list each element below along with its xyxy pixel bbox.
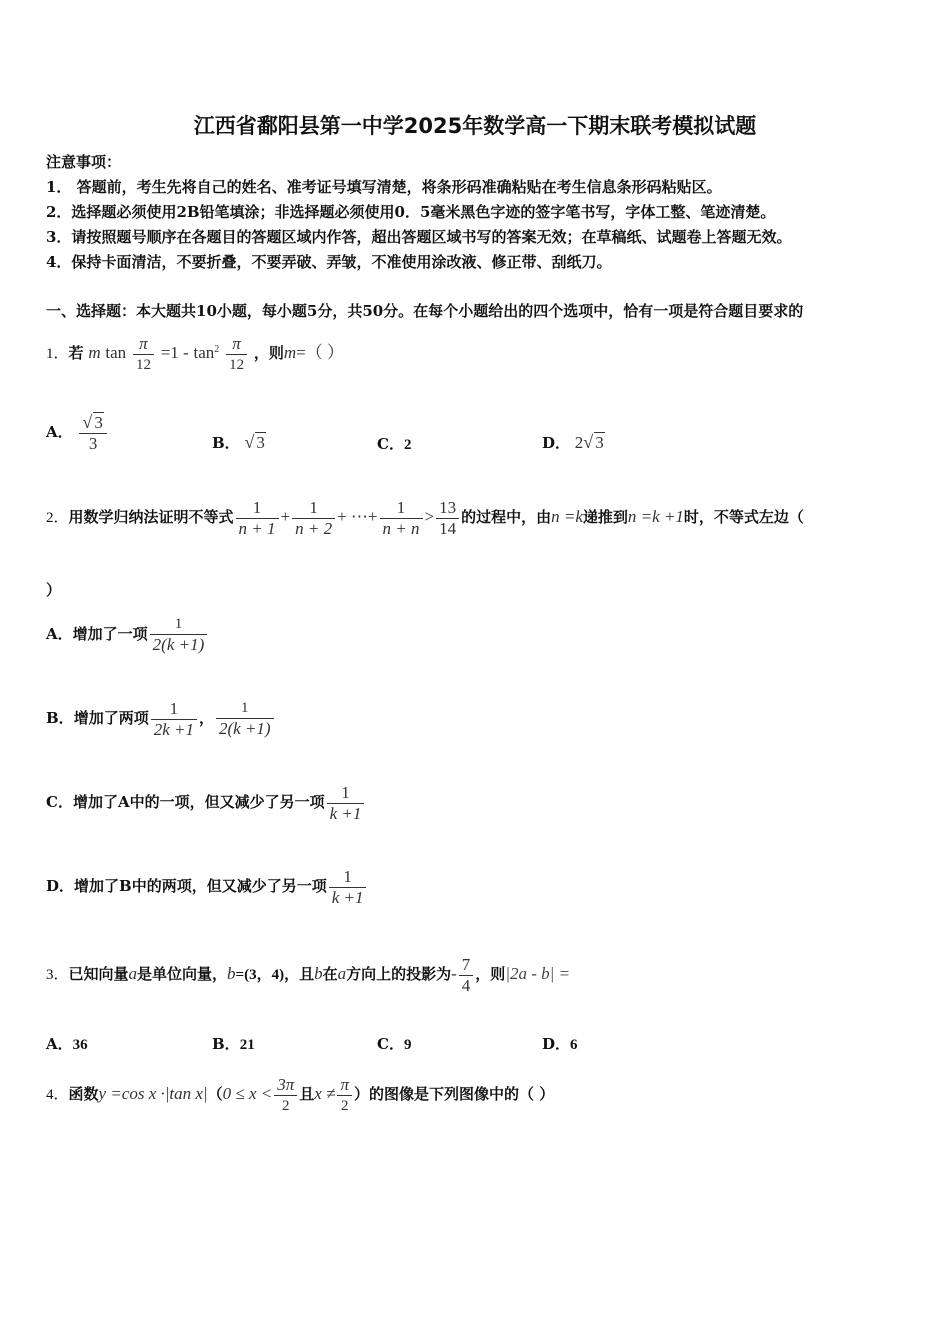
vector-a-2: a bbox=[337, 964, 347, 983]
question-number: 4． bbox=[46, 1087, 69, 1103]
fraction-c: $\frac{1}{k +1}$ bbox=[327, 783, 365, 824]
fraction-3pi-2 bbox=[274, 1075, 297, 1116]
question-number: 1． bbox=[46, 346, 69, 362]
q3-option-b bbox=[212, 1034, 255, 1055]
option-text: 增加了B中的两项，但又减少了另一项 bbox=[74, 877, 327, 895]
notice-item-4: 4．保持卡面清洁，不要折叠，不要弄破、弄皱，不准使用涂改液、修正带、刮纸刀。 bbox=[46, 253, 612, 271]
fraction-13-14 bbox=[436, 498, 459, 539]
option-label: D． bbox=[46, 877, 75, 895]
q3-t2: =(3，4)，且 bbox=[235, 967, 315, 983]
frac-num: 1 bbox=[396, 497, 406, 517]
frac-num: π bbox=[139, 333, 148, 353]
q3-pre: 已知向量 bbox=[68, 965, 129, 983]
negative-sign: - bbox=[451, 964, 457, 983]
page-title: 江西省鄱阳县第一中学2025年数学高一下期末联考模拟试题 bbox=[193, 114, 757, 138]
radicand: 3 bbox=[94, 413, 103, 432]
frac-num: 3π bbox=[277, 1074, 295, 1094]
q3-option-a bbox=[46, 1034, 88, 1055]
frac-den: k +1 bbox=[329, 887, 367, 908]
fraction-sqrt3-3: $\frac{√ 3}{3}$ bbox=[79, 412, 106, 454]
question-number: 3． bbox=[46, 967, 69, 983]
option-value: 2 bbox=[403, 437, 412, 453]
var-m-2: m bbox=[283, 343, 297, 362]
option-value: 36 bbox=[72, 1037, 88, 1053]
q2-option-b bbox=[46, 698, 276, 740]
frac-den: 12 bbox=[226, 354, 247, 375]
option-value: 9 bbox=[403, 1037, 412, 1053]
q3-t1: 是单位向量， bbox=[137, 965, 228, 983]
frac-num: 7 bbox=[461, 954, 471, 974]
q1-option-d: D． 2√ 3 bbox=[542, 432, 604, 452]
vector-b: b bbox=[227, 964, 236, 983]
q1-post: ，则 bbox=[253, 344, 284, 362]
abs-expression: |2a - b| = bbox=[505, 964, 571, 983]
option-label: B． bbox=[212, 1035, 240, 1053]
condition-1: 0 ≤ x < bbox=[222, 1084, 273, 1103]
q1-post2: =（ ） bbox=[296, 343, 344, 362]
tan-func: tan bbox=[105, 343, 127, 362]
question-4 bbox=[46, 1072, 554, 1117]
option-label: A． bbox=[46, 1035, 73, 1053]
frac-den: 14 bbox=[436, 518, 459, 539]
q1-pre: 若 bbox=[68, 344, 84, 362]
condition-2: x ≠ bbox=[314, 1084, 336, 1103]
frac-num: π bbox=[340, 1074, 349, 1094]
question-2 bbox=[46, 494, 804, 541]
q1-option-a bbox=[46, 412, 109, 454]
frac-num: 1 bbox=[309, 497, 318, 517]
q4-pre: 函数 bbox=[68, 1085, 99, 1103]
option-value: 21 bbox=[239, 1037, 255, 1053]
option-text: 增加了两项 bbox=[73, 709, 149, 727]
q2-pre: 用数学归纳法证明不等式 bbox=[68, 508, 234, 526]
option-label: B． bbox=[212, 434, 240, 452]
frac-den: 2(k +1) bbox=[150, 634, 208, 655]
q2-mid2: 递推到 bbox=[582, 508, 628, 526]
notice-item-3: 3．请按照题号顺序在各题目的答题区域内作答，超出答题区域书写的答案无效；在草稿纸、试题卷上答题无效。 bbox=[46, 228, 792, 246]
frac-den: 12 bbox=[133, 354, 154, 375]
fraction-pi-2 bbox=[337, 1075, 352, 1116]
n-eq-k: n =k bbox=[551, 507, 583, 526]
q3-t4: 方向上的投影为 bbox=[346, 965, 452, 983]
option-label: A． bbox=[46, 625, 73, 643]
frac-den: 2(k +1) bbox=[216, 718, 274, 739]
vector-b-2: b bbox=[314, 964, 323, 983]
var-m: m bbox=[88, 343, 101, 362]
question-number: 2． bbox=[46, 510, 69, 526]
q3-option-d bbox=[542, 1034, 578, 1055]
frac-den: n + n bbox=[380, 518, 423, 539]
option-text: 增加了一项 bbox=[72, 625, 148, 643]
coefficient: 2 bbox=[574, 433, 584, 452]
fraction-1 bbox=[236, 498, 279, 539]
fraction-d: $\frac{1}{k +1}$ bbox=[329, 867, 367, 908]
q1-option-b: B． √ 3 bbox=[212, 432, 265, 452]
left-paren: （ bbox=[207, 1085, 223, 1103]
option-label: D． bbox=[542, 434, 571, 452]
q3-t5: ，则 bbox=[475, 965, 506, 983]
question-3 bbox=[46, 952, 570, 997]
notice-item-1: 1． 答题前，考生先将自己的姓名、准考证号填写清楚，将条形码准确粘贴在考生信息条形码粘贴区。 bbox=[46, 178, 722, 196]
ellipsis: + ⋯+ bbox=[337, 507, 378, 526]
fraction-pi-12-b bbox=[226, 334, 247, 375]
frac-num: 13 bbox=[439, 497, 457, 517]
tan-func-2: tan bbox=[193, 343, 215, 362]
frac-den: 2 bbox=[337, 1095, 352, 1116]
q2-option-a bbox=[46, 614, 209, 655]
gt-sign: > bbox=[424, 507, 435, 526]
fraction-n bbox=[380, 498, 423, 539]
fraction-pi-12 bbox=[133, 334, 154, 375]
frac-den: n + 2 bbox=[292, 518, 335, 539]
option-label: D． bbox=[542, 1035, 571, 1053]
fraction-b1: $\frac{1}{2k +1}$ bbox=[151, 699, 197, 740]
q1-option-c bbox=[377, 434, 411, 455]
frac-den: 2 bbox=[274, 1095, 297, 1116]
option-label: C． bbox=[46, 793, 73, 811]
q2-option-d bbox=[46, 866, 368, 908]
fraction-2 bbox=[292, 498, 335, 539]
and-word: 且 bbox=[299, 1085, 315, 1103]
q2-mid1: 的过程中，由 bbox=[461, 508, 552, 526]
eq-one-minus: =1 - bbox=[160, 343, 189, 362]
frac-num: π bbox=[232, 333, 241, 353]
plus-sign: + bbox=[280, 507, 291, 526]
fraction-a: $\frac{1}{2(k +1)}$ bbox=[150, 614, 208, 655]
option-label: A． bbox=[46, 423, 73, 441]
frac-den: k +1 bbox=[327, 803, 365, 824]
q2-option-c bbox=[46, 782, 366, 824]
frac-den: 4 bbox=[459, 975, 474, 996]
notice-item-2: 2．选择题必须使用2B铅笔填涂；非选择题必须使用0．5毫米黑色字迹的签字笔书写，字体工整、笔迹清楚。 bbox=[46, 203, 776, 221]
q3-t3: 在 bbox=[322, 965, 338, 983]
option-value: 6 bbox=[570, 1037, 578, 1053]
option-label: B． bbox=[46, 709, 74, 727]
separator: ， bbox=[198, 709, 214, 727]
option-label: C． bbox=[377, 435, 404, 453]
q3-option-c bbox=[377, 1034, 411, 1055]
radicand: 3 bbox=[595, 433, 604, 452]
notice-heading: 注意事项： bbox=[46, 153, 122, 171]
radicand: 3 bbox=[256, 433, 265, 452]
function-expression: y =cos x ·|tan x| bbox=[98, 1084, 208, 1103]
section-heading: 一、选择题：本大题共10小题，每小题5分，共50分。在每个小题给出的四个选项中，恰有一项是符合题目要求的 bbox=[46, 302, 804, 320]
frac-den: 3 bbox=[79, 433, 106, 454]
frac-num: 1 bbox=[252, 497, 262, 517]
q2-close-paren: ） bbox=[46, 581, 62, 599]
vector-a: a bbox=[128, 964, 138, 983]
n-eq-k1: n =k +1 bbox=[627, 507, 684, 526]
q4-rest: ）的图像是下列图像中的（ ） bbox=[353, 1085, 555, 1103]
q2-mid3: 时，不等式左边（ bbox=[683, 508, 804, 526]
frac-den: n + 1 bbox=[236, 518, 279, 539]
question-1 bbox=[46, 330, 344, 375]
frac-den: 2k +1 bbox=[151, 719, 197, 740]
option-text: 增加了A中的一项，但又减少了另一项 bbox=[72, 793, 325, 811]
option-label: C． bbox=[377, 1035, 404, 1053]
fraction-b2: $\frac{1}{2(k +1)}$ bbox=[216, 698, 274, 739]
superscript-2: 2 bbox=[214, 344, 220, 355]
fraction-7-4 bbox=[459, 955, 474, 996]
